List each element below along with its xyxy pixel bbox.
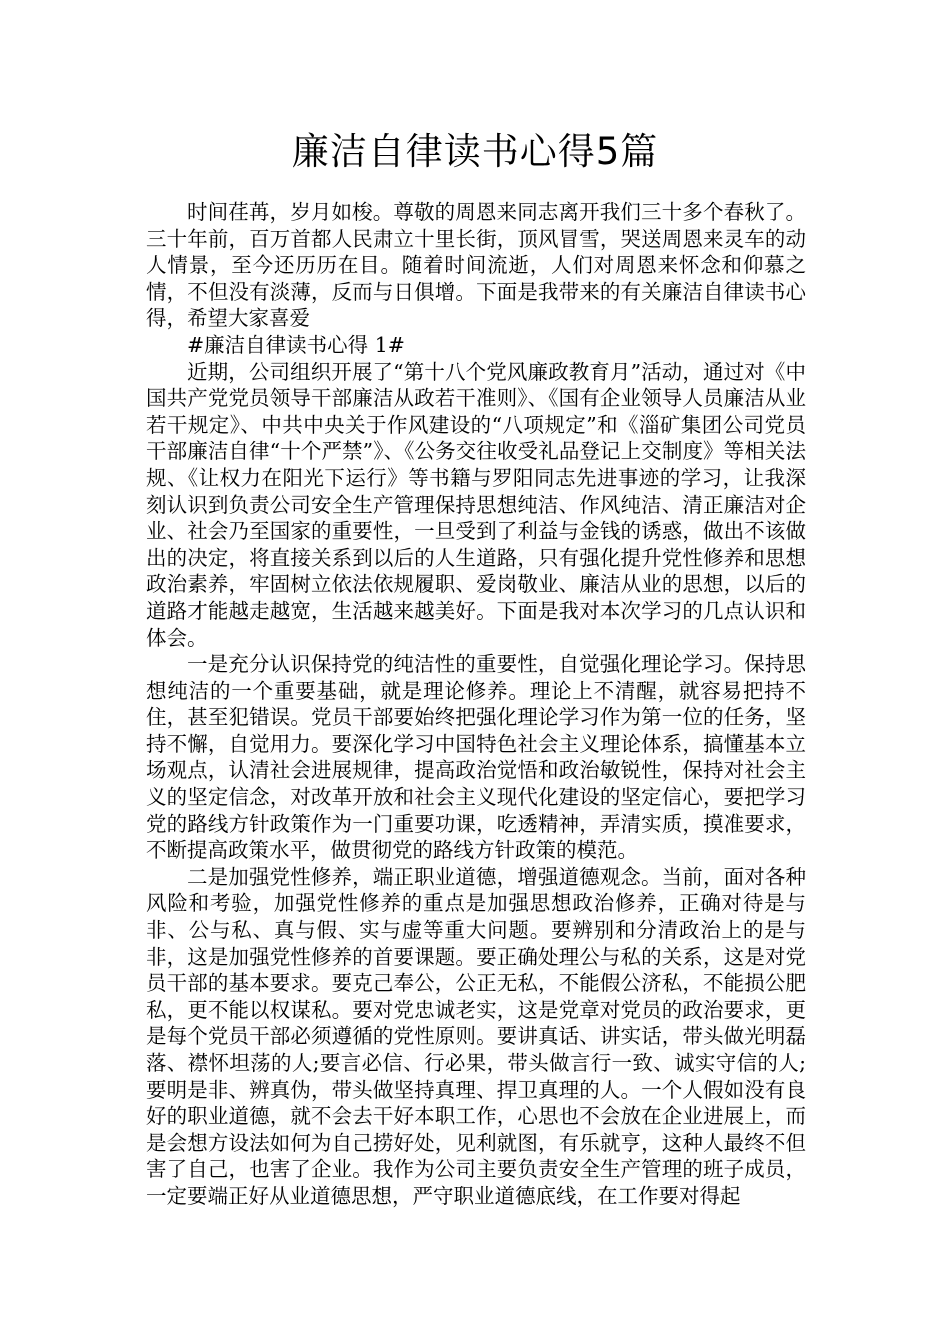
section-heading: #廉洁自律读书心得 1# <box>187 332 405 357</box>
document-body <box>146 199 806 1210</box>
paragraph-intro: 时间荏苒，岁月如梭。尊敬的周恩来同志离开我们三十多个春秋了。三十年前，百万首都人民肃立十里长街，顶风冒雪，哭送周恩来灵车的动人情景，至今还历历在目。随着时间流逝，人们对周恩来怀念和仰慕之情，不但没有淡薄，反而与日俱增。下面是我带来的有关廉洁自律读书心得，希望大家喜爱 <box>146 200 806 331</box>
paragraph: 近期，公司组织开展了“第十八个党风廉政教育月”活动，通过对《中国共产党党员领导干部廉洁从政若干准则》、《国有企业领导人员廉洁从业若干规定》、中共中央关于作风建设的“八项规定”和《淄矿集团公司党员干部廉洁自律“十个严禁”》、《公务交往收受礼品登记上交制度》等相关法规、《让权力在阳光下运行》等书籍与罗阳同志先进事迹的学习，让我深刻认识到负责公司安全生产管理保持思想纯洁、作风纯洁、清正廉洁对企业、社会乃至国家的重要性，一旦受到了利益与金钱的诱惑，做出不该做出的决定，将直接关系到以后的人生道路，只有强化提升党性修养和思想政治素养，牢固树立依法依规履职、爱岗敬业、廉洁从业的思想，以后的道路才能越走越宽，生活越来越美好。下面是我对本次学习的几点认识和体会。 <box>146 359 806 650</box>
paragraph: 一是充分认识保持党的纯洁性的重要性，自觉强化理论学习。保持思想纯洁的一个重要基础，就是理论修养。理论上不清醒，就容易把持不住，甚至犯错误。党员干部要始终把强化理论学习作为第一位的任务，坚持不懈，自觉用力。要深化学习中国特色社会主义理论体系，搞懂基本立场观点，认清社会进展规律，提高政治觉悟和政治敏锐性，保持对社会主义的坚定信念，对改革开放和社会主义现代化建设的坚定信心，要把学习党的路线方针政策作为一门重要功课，吃透精神，弄清实质，摸准要求，不断提高政策水平，做贯彻党的路线方针政策的模范。 <box>146 652 806 863</box>
document-title: 廉洁自律读书心得5篇 <box>291 130 659 173</box>
paragraph: 二是加强党性修养，端正职业道德，增强道德观念。当前，面对各种风险和考验，加强党性修养的重点是加强思想政治修养，正确对待是与非、公与私、真与假、实与虚等重大问题。要辨别和分清政治上的是与非，这是加强党性修养的首要课题。要正确处理公与私的关系，这是对党员干部的基本要求。要克己奉公，公正无私，不能假公济私，不能损公肥私，更不能以权谋私。要对党忠诚老实，这是党章对党员的政治要求，更是每个党员干部必须遵循的党性原则。要讲真话、讲实话，带头做光明磊落、襟怀坦荡的人;要言必信、行必果，带头做言行一致、诚实守信的人;要明是非、辨真伪，带头做坚持真理、捍卫真理的人。一个人假如没有良好的职业道德，就不会去干好本职工作，心思也不会放在企业进展上，而是会想方设法如何为自己捞好处，见利就图，有乐就亨，这种人最终不但害了自己，也害了企业。我作为公司主要负责安全生产管理的班子成员，一定要端正好从业道德思想，严守职业道德底线，在工作要对得起 <box>146 864 806 1208</box>
